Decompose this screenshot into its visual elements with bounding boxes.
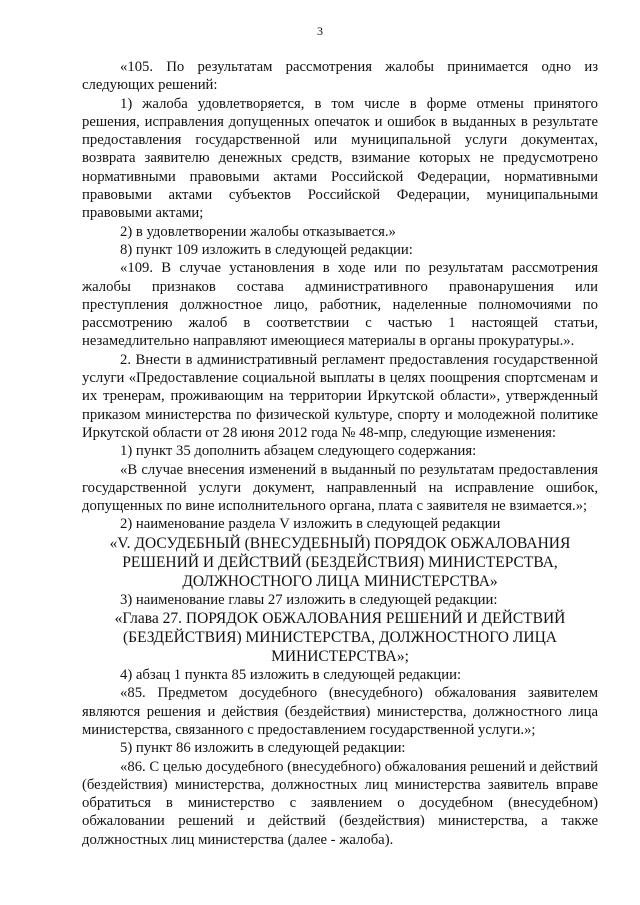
paragraph-amend-section-v: 2) наименование раздела V изложить в следующей редакции (120, 516, 501, 533)
paragraph-amend-109: 8) пункт 109 изложить в следующей редакции: (120, 241, 413, 258)
paragraph-105-intro: «105. По результатам рассмотрения жалобы принимается одно из следующих решений: (82, 59, 598, 94)
document-body (82, 58, 598, 849)
paragraph-105-item-2: 2) в удовлетворении жалобы отказывается.» (120, 223, 396, 240)
page-number: 3 (317, 24, 323, 38)
paragraph-85-text: «85. Предметом досудебного (внесудебного) обжалования заявителем являются решения и действия (бездействия) министерства, должностного лица министерства, связанного с предоставлением государственной услуги.»; (82, 685, 598, 738)
paragraph-amend-86: 5) пункт 86 изложить в следующей редакции: (120, 740, 406, 757)
paragraph-105-item-1: 1) жалоба удовлетворяется, в том числе в форме отмены принятого решения, исправления допущенных опечаток и ошибок в выданных в результате предоставления государственной или муниципальной услуги документах, возврата заявителю денежных средств, взимание которых не предусмотрено нормативными правовыми актами Российской Федерации, нормативными правовыми актами субъектов Российской Федерации, муниципальными правовыми актами; (82, 95, 598, 222)
heading-section-v: «V. ДОСУДЕБНЫЙ (ВНЕСУДЕБНЫЙ) ПОРЯДОК ОБЖАЛОВАНИЯ РЕШЕНИЙ И ДЕЙСТВИЙ (БЕЗДЕЙСТВИЯ) МИНИСТЕРСТВА, ДОЛЖНОСТНОГО ЛИЦА МИНИСТЕРСТВА» (109, 534, 571, 590)
paragraph-section-2: 2. Внести в административный регламент предоставления государственной услуги «Предоставление социальной выплаты в целях поощрения спортсменам и их тренерам, проживающим на территории Иркутской области», утвержденный приказом министерства по физической культуре, спорту и молодежной политике Иркутской области от 28 июня 2012 года № 48-мпр, следующие изменения: (82, 351, 598, 441)
paragraph-amend-35: 1) пункт 35 дополнить абзацем следующего содержания: (120, 443, 477, 460)
paragraph-35-text: «В случае внесения изменений в выданный по результатам предоставления государственной услуги документ, направленный на исправление ошибок, допущенных по вине исполнительного органа, плата с заявителя не взимается.»; (82, 461, 598, 515)
paragraph-109-text: «109. В случае установления в ходе или по результатам рассмотрения жалобы признаков состава административного правонарушения или преступления должностное лицо, работник, наделенные полномочиями по рассмотрению жалоб в соответствии с частью 1 настоящей статьи, незамедлительно направляют имеющиеся материалы в органы прокуратуры.». (82, 260, 598, 350)
paragraph-amend-chapter-27: 3) наименование главы 27 изложить в следующей редакции: (120, 591, 498, 608)
paragraph-86-text: «86. С целью досудебного (внесудебного) обжалования решений и действий (бездействия) министерства, должностных лиц министерства заявитель вправе обратиться в министерство с заявлением о досудебном (внесудебном) обжаловании решений и действий (бездействия) министерства, а также должностных лиц министерства (далее - жалоба). (82, 758, 598, 848)
heading-chapter-27: «Глава 27. ПОРЯДОК ОБЖАЛОВАНИЯ РЕШЕНИЙ И ДЕЙСТВИЙ (БЕЗДЕЙСТВИЯ) МИНИСТЕРСТВА, ДОЛЖНОСТНОГО ЛИЦА МИНИСТЕРСТВА»; (114, 610, 566, 666)
paragraph-amend-85: 4) абзац 1 пункта 85 изложить в следующей редакции: (120, 667, 462, 684)
